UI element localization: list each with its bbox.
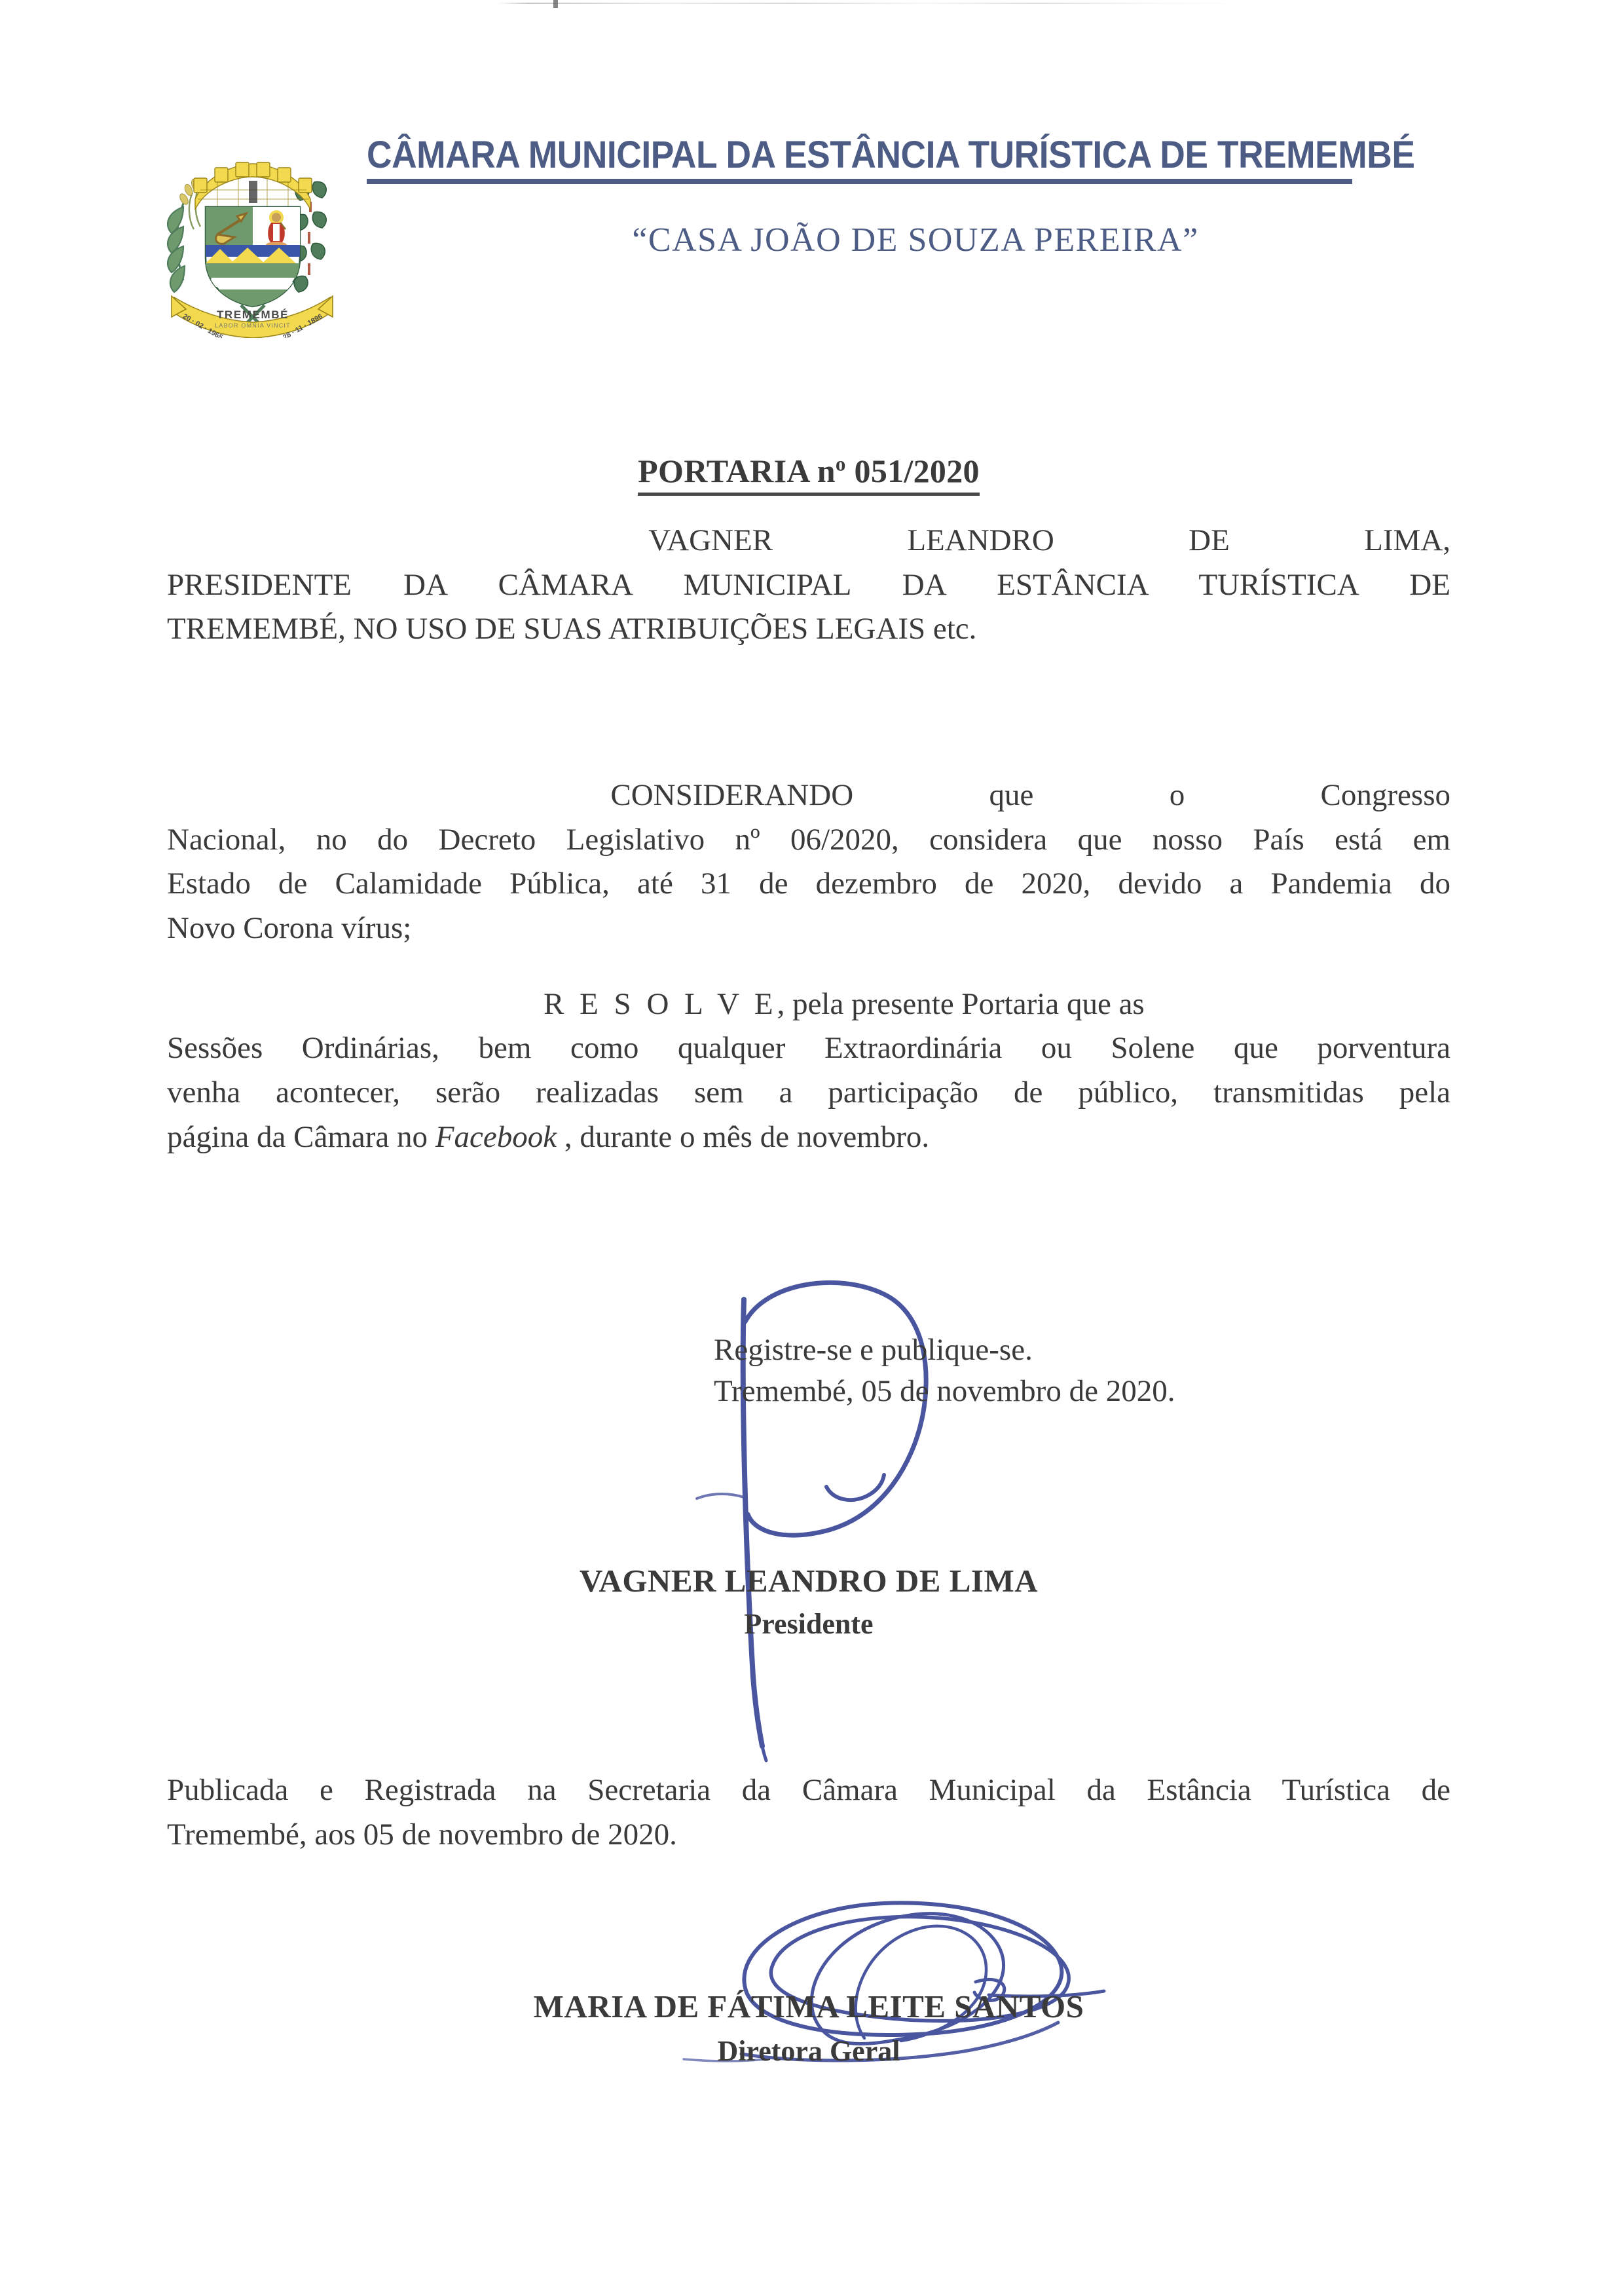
considerando-w3: o bbox=[1169, 778, 1185, 813]
scan-artifact-tick bbox=[553, 0, 558, 8]
document-header bbox=[0, 123, 1624, 359]
considerando-line-2-text: Nacional, no do Decreto Legislativo nº 06/2020, considera que nosso País está em bbox=[167, 822, 1450, 857]
considerando-line-4 bbox=[167, 906, 1450, 951]
scan-artifact-line bbox=[498, 3, 1270, 4]
considerando-line-2 bbox=[167, 818, 1450, 863]
preamble-line-3 bbox=[167, 607, 1450, 652]
director-signature-block bbox=[167, 1988, 1450, 2068]
considerando-w4: Congresso bbox=[1320, 778, 1450, 813]
published-line-1-text: Publicada e Registrada na Secretaria da Câmara Municipal da Estância Turística de bbox=[167, 1773, 1450, 1807]
document-body bbox=[167, 452, 1450, 1159]
considerando-line-1 bbox=[167, 774, 1450, 818]
header-text-block bbox=[367, 123, 1414, 259]
page-title-ordinal: o bbox=[835, 452, 846, 475]
resolve-keyword: R E S O L V E bbox=[544, 986, 777, 1021]
page-title bbox=[167, 452, 1450, 490]
preamble-name-4: LIMA, bbox=[1364, 523, 1450, 557]
considerando-line-3 bbox=[167, 862, 1450, 906]
resolve-line-2-text: Sessões Ordinárias, bem como qualquer Extraordinária ou Solene que porventura bbox=[167, 1031, 1450, 1066]
building-name: “CASA JOÃO DE SOUZA PEREIRA” bbox=[632, 221, 1199, 259]
resolve-line-4-a: página da Câmara no bbox=[167, 1119, 435, 1154]
resolve-line-4-b: , durante o mês de novembro. bbox=[557, 1119, 930, 1154]
closing-line-place-date: Tremembé, 05 de novembro de 2020. bbox=[714, 1373, 1175, 1408]
resolve-line-1-rest: , pela presente Portaria que as bbox=[777, 986, 1145, 1021]
president-signature-block bbox=[167, 1562, 1450, 1641]
preamble-name-1: VAGNER bbox=[648, 523, 773, 557]
organization-title: CÂMARA MUNICIPAL DA ESTÂNCIA TURÍSTICA DE TREMEMBÉ bbox=[367, 134, 1415, 176]
resolve-line-3 bbox=[167, 1071, 1450, 1115]
svg-text:TREMEMBÉ: TREMEMBÉ bbox=[216, 308, 289, 321]
preamble-line-1 bbox=[167, 519, 1450, 563]
president-role: Presidente bbox=[744, 1608, 874, 1640]
resolve-line-3-text: venha acontecer, serão realizadas sem a participação de público, transmitidas pela bbox=[167, 1075, 1450, 1110]
page-title-prefix: PORTARIA n bbox=[638, 453, 836, 489]
resolve-facebook-word: Facebook bbox=[435, 1119, 557, 1154]
director-name: MARIA DE FÁTIMA LEITE SANTOS bbox=[533, 1988, 1084, 2024]
published-line-2-text: Tremembé, aos 05 de novembro de 2020. bbox=[167, 1817, 677, 1852]
preamble-line-2-text: PRESIDENTE DA CÂMARA MUNICIPAL DA ESTÂNCIA TURÍSTICA DE bbox=[167, 567, 1450, 602]
considerando-keyword: CONSIDERANDO bbox=[610, 778, 854, 813]
president-name: VAGNER LEANDRO DE LIMA bbox=[579, 1563, 1039, 1599]
resolve-paragraph bbox=[167, 982, 1450, 1160]
svg-text:LABOR OMNIA VINCIT: LABOR OMNIA VINCIT bbox=[215, 322, 291, 329]
published-note bbox=[167, 1768, 1450, 1857]
preamble-line-3-text: TREMEMBÉ, NO USO DE SUAS ATRIBUIÇÕES LEGAIS etc. bbox=[167, 612, 977, 646]
preamble-name-3: DE bbox=[1189, 523, 1230, 557]
header-divider-rule bbox=[367, 179, 1352, 184]
considerando-w2: que bbox=[989, 778, 1034, 813]
director-role: Diretora Geral bbox=[717, 2035, 900, 2067]
considerando-line-3-text: Estado de Calamidade Pública, até 31 de dezembro de 2020, devido a Pandemia do bbox=[167, 867, 1450, 901]
resolve-line-4 bbox=[167, 1115, 1450, 1160]
page-title-number: 051/2020 bbox=[845, 453, 980, 489]
preamble-line-2 bbox=[167, 563, 1450, 608]
closing-line-register: Registre-se e publique-se. bbox=[714, 1333, 1033, 1367]
resolve-line-1 bbox=[167, 982, 1450, 1027]
closing-block bbox=[714, 1330, 1175, 1411]
published-line-1 bbox=[167, 1768, 1450, 1813]
svg-text:20 · 02 · 1965: 20 · 02 · 1965 bbox=[181, 312, 225, 338]
resolve-line-2 bbox=[167, 1026, 1450, 1071]
preamble-paragraph bbox=[167, 519, 1450, 652]
considerando-paragraph bbox=[167, 774, 1450, 951]
published-line-2 bbox=[167, 1813, 1450, 1857]
coat-of-arms-icon bbox=[155, 141, 348, 338]
considerando-line-4-text: Novo Corona vírus; bbox=[167, 911, 412, 946]
svg-text:28 · 11 · 1896: 28 · 11 · 1896 bbox=[282, 312, 324, 338]
preamble-name-2: LEANDRO bbox=[907, 523, 1054, 557]
